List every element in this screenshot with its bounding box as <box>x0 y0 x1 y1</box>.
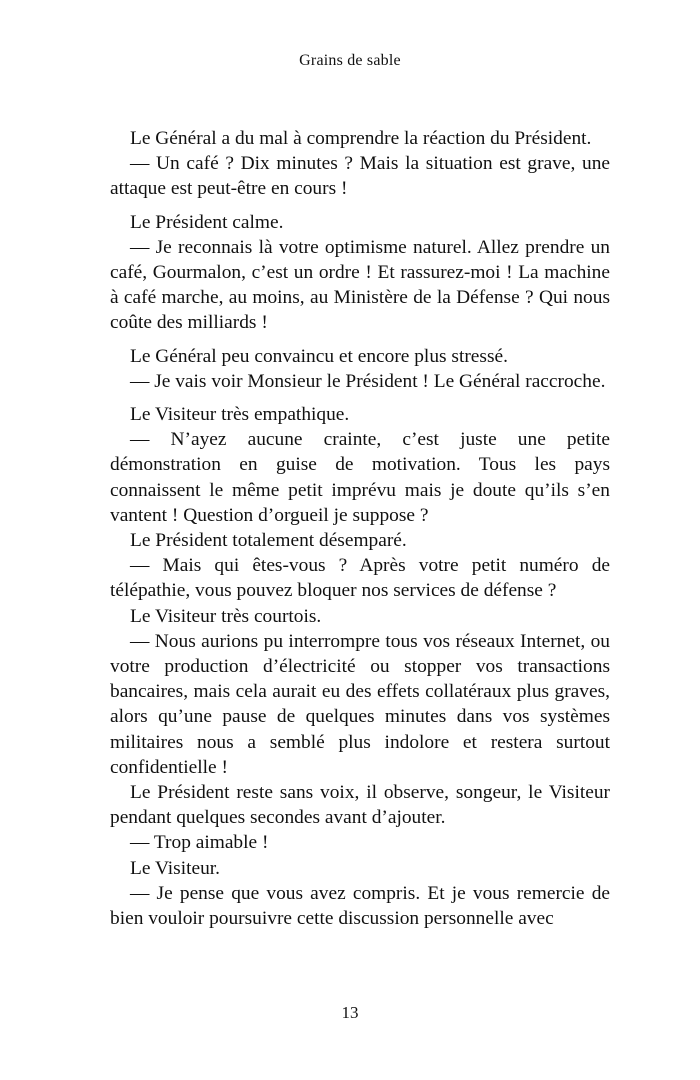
paragraph: — Trop aimable ! <box>130 832 269 854</box>
paragraph: — Mais qui êtes-vous ? Après votre petit numéro de télépathie, vous pouvez bloquer nos services de défense ? <box>110 555 610 602</box>
paragraph: — Je vais voir Monsieur le Président ! Le Général raccroche. <box>130 370 606 392</box>
paragraph: — Je pense que vous avez compris. Et je vous remercie de bien vouloir poursuivre cette discussion personnelle avec <box>110 882 610 930</box>
paragraph: Le Président totalement désemparé. <box>130 530 407 552</box>
paragraph: Le Visiteur très courtois. <box>130 605 322 627</box>
paragraph: Le Général peu convaincu et encore plus stressé. <box>130 345 508 367</box>
running-header: Grains de sable <box>299 52 401 69</box>
paragraph: Le Président reste sans voix, il observe, songeur, le Visiteur pendant quelques secondes avant d’ajouter. <box>110 782 610 829</box>
paragraph: Le Président calme. <box>130 211 284 233</box>
paragraph: — Nous aurions pu interrompre tous vos réseaux Internet, ou votre production d’électricité ou stopper vos transactions bancaires, mais cela aurait eu des effets collatéraux plus graves, alors qu’une pause de quelques minutes dans vos systèmes militaires nous a semblé plus indolore et restera surtout confidentielle ! <box>110 630 610 778</box>
paragraph: Le Visiteur. <box>130 857 221 879</box>
paragraph: — Un café ? Dix minutes ? Mais la situation est grave, une attaque est peut-être en cours ! <box>110 153 610 200</box>
paragraph: — Je reconnais là votre optimisme naturel. Allez prendre un café, Gourmalon, c’est un ordre ! Et rassurez-moi ! La machine à café marche, au moins, au Ministère de la Défense ? Qui nous coûte des milliards ! <box>110 236 610 334</box>
body-text <box>110 126 610 931</box>
paragraph: Le Visiteur très empathique. <box>130 404 350 426</box>
paragraph: — N’ayez aucune crainte, c’est juste une petite démonstration en guise de motivation. Tous les pays connaissent le même petit imprévu mais je doute qu’ils s’en vantent ! Question d’orgueil je suppose ? <box>110 429 610 526</box>
page-number: 13 <box>341 1003 359 1022</box>
paragraph: Le Général a du mal à comprendre la réaction du Président. <box>130 128 592 149</box>
